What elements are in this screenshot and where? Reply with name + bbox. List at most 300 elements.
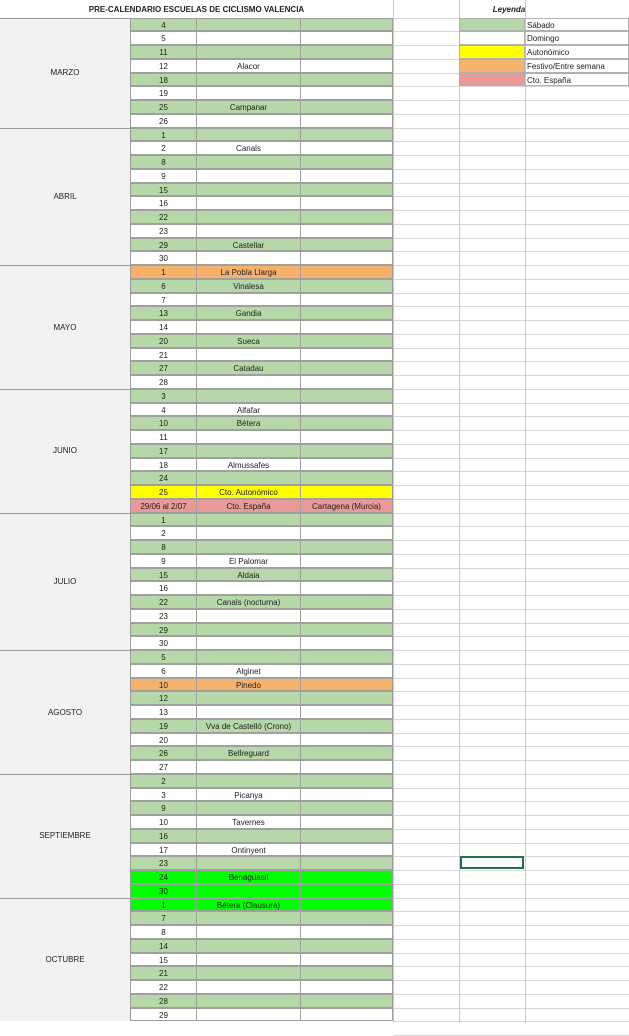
grid-row-line <box>393 994 629 995</box>
event-cell[interactable] <box>197 966 301 980</box>
day-cell[interactable]: 11 <box>131 45 197 59</box>
grid-row-line <box>393 678 629 679</box>
location-cell[interactable] <box>301 595 393 609</box>
month-cell-abril[interactable]: ABRIL <box>0 128 131 266</box>
grid-row-line <box>393 86 629 87</box>
day-cell[interactable]: 29 <box>131 623 197 637</box>
event-cell[interactable] <box>197 623 301 637</box>
grid-row-line <box>393 403 629 404</box>
location-cell[interactable] <box>301 733 393 747</box>
location-cell[interactable] <box>301 678 393 692</box>
day-cell[interactable]: 28 <box>131 375 197 389</box>
month-cell-septiembre[interactable]: SEPTIEMBRE <box>0 774 131 898</box>
month-cell-marzo[interactable]: MARZO <box>0 18 131 128</box>
month-cell-junio[interactable]: JUNIO <box>0 389 131 513</box>
day-cell[interactable]: 12 <box>131 59 197 73</box>
grid-row-line <box>393 664 629 665</box>
location-cell[interactable] <box>301 623 393 637</box>
location-cell[interactable] <box>301 513 393 527</box>
grid-row-line <box>393 801 629 802</box>
day-cell[interactable]: 8 <box>131 540 197 554</box>
grid-row-line <box>393 554 629 555</box>
location-cell[interactable] <box>301 650 393 664</box>
event-cell[interactable] <box>197 389 301 403</box>
grid-row-line <box>393 691 629 692</box>
event-cell[interactable] <box>197 210 301 224</box>
month-cell-mayo[interactable]: MAYO <box>0 265 131 389</box>
event-cell[interactable] <box>197 911 301 925</box>
day-cell[interactable]: 29/06 al 2/07 <box>131 499 197 513</box>
location-cell[interactable] <box>301 856 393 870</box>
event-cell[interactable] <box>197 540 301 554</box>
event-cell[interactable] <box>197 196 301 210</box>
location-cell[interactable] <box>301 801 393 815</box>
location-cell[interactable] <box>301 554 393 568</box>
event-cell[interactable] <box>197 251 301 265</box>
location-cell[interactable] <box>301 251 393 265</box>
grid-row-line <box>393 348 629 349</box>
event-cell[interactable] <box>197 581 301 595</box>
location-cell[interactable] <box>301 829 393 843</box>
selected-cell[interactable] <box>460 856 524 869</box>
event-cell[interactable] <box>197 884 301 898</box>
day-cell[interactable]: 16 <box>131 581 197 595</box>
grid-row-line <box>393 595 629 596</box>
location-cell[interactable] <box>301 293 393 307</box>
location-cell[interactable] <box>301 183 393 197</box>
event-cell[interactable] <box>197 471 301 485</box>
day-cell[interactable]: 14 <box>131 939 197 953</box>
legend-swatch <box>459 31 525 45</box>
location-cell[interactable] <box>301 430 393 444</box>
location-cell[interactable] <box>301 238 393 252</box>
day-cell[interactable]: 27 <box>131 361 197 375</box>
event-cell[interactable] <box>197 526 301 540</box>
location-cell[interactable] <box>301 320 393 334</box>
event-cell[interactable] <box>197 829 301 843</box>
location-cell[interactable] <box>301 100 393 114</box>
event-cell[interactable]: Almussafes <box>197 458 301 472</box>
grid-row-line <box>393 499 629 500</box>
legend-title: Leyenda <box>492 5 526 14</box>
day-cell[interactable]: 29 <box>131 1008 197 1022</box>
location-cell[interactable] <box>301 966 393 980</box>
grid-row-line <box>393 568 629 569</box>
location-cell[interactable] <box>301 31 393 45</box>
location-cell[interactable] <box>301 815 393 829</box>
event-cell[interactable] <box>197 856 301 870</box>
location-cell[interactable] <box>301 86 393 100</box>
day-cell[interactable]: 10 <box>131 678 197 692</box>
day-cell[interactable]: 3 <box>131 788 197 802</box>
grid-row-line <box>393 375 629 376</box>
day-cell[interactable]: 5 <box>131 31 197 45</box>
event-cell[interactable]: Sueca <box>197 334 301 348</box>
location-cell[interactable] <box>301 953 393 967</box>
day-cell[interactable]: 21 <box>131 348 197 362</box>
location-cell[interactable] <box>301 609 393 623</box>
grid-row-line <box>393 719 629 720</box>
day-cell[interactable]: 8 <box>131 155 197 169</box>
grid-row-line <box>393 843 629 844</box>
grid-row-line <box>393 746 629 747</box>
location-cell[interactable] <box>301 664 393 678</box>
day-cell[interactable]: 22 <box>131 595 197 609</box>
grid-row-line <box>393 100 629 101</box>
day-cell[interactable]: 17 <box>131 843 197 857</box>
event-cell[interactable]: Campanar <box>197 100 301 114</box>
event-cell[interactable]: Bétera (Clausura) <box>197 898 301 912</box>
grid-row-line <box>393 196 629 197</box>
day-cell[interactable]: 5 <box>131 650 197 664</box>
day-cell[interactable]: 4 <box>131 18 197 32</box>
location-cell[interactable] <box>301 485 393 499</box>
grid-row-line <box>393 155 629 156</box>
day-cell[interactable]: 23 <box>131 609 197 623</box>
grid-row-line <box>393 361 629 362</box>
day-cell[interactable]: 1 <box>131 513 197 527</box>
day-cell[interactable]: 3 <box>131 389 197 403</box>
location-cell[interactable] <box>301 884 393 898</box>
location-cell[interactable] <box>301 59 393 73</box>
day-cell[interactable]: 23 <box>131 224 197 238</box>
location-cell[interactable] <box>301 348 393 362</box>
location-cell[interactable] <box>301 1008 393 1022</box>
location-cell[interactable]: Cartagena (Murcia) <box>301 499 393 513</box>
event-cell[interactable] <box>197 183 301 197</box>
event-cell[interactable] <box>197 636 301 650</box>
event-cell[interactable] <box>197 73 301 87</box>
day-cell[interactable]: 7 <box>131 911 197 925</box>
event-cell[interactable] <box>197 45 301 59</box>
event-cell[interactable]: Ontinyent <box>197 843 301 857</box>
location-cell[interactable] <box>301 265 393 279</box>
grid-row-line <box>393 416 629 417</box>
event-cell[interactable] <box>197 31 301 45</box>
grid-row-line <box>393 141 629 142</box>
day-cell[interactable]: 13 <box>131 306 197 320</box>
event-cell[interactable] <box>197 774 301 788</box>
grid-row-line <box>393 430 629 431</box>
event-cell[interactable] <box>197 939 301 953</box>
grid-row-line <box>393 265 629 266</box>
day-cell[interactable]: 13 <box>131 705 197 719</box>
location-cell[interactable] <box>301 45 393 59</box>
event-cell[interactable]: Alacor <box>197 59 301 73</box>
grid-row-line <box>393 1021 629 1022</box>
event-cell[interactable] <box>197 18 301 32</box>
location-cell[interactable] <box>301 361 393 375</box>
day-cell[interactable]: 19 <box>131 86 197 100</box>
grid-row-line <box>393 169 629 170</box>
grid-row-line <box>393 513 629 514</box>
grid-row-line <box>393 870 629 871</box>
event-cell[interactable] <box>197 650 301 664</box>
location-cell[interactable] <box>301 636 393 650</box>
location-cell[interactable] <box>301 224 393 238</box>
event-cell[interactable]: Aldaia <box>197 568 301 582</box>
day-cell[interactable]: 26 <box>131 746 197 760</box>
event-cell[interactable] <box>197 980 301 994</box>
location-cell[interactable] <box>301 526 393 540</box>
day-cell[interactable]: 6 <box>131 279 197 293</box>
event-cell[interactable] <box>197 86 301 100</box>
event-cell[interactable] <box>197 224 301 238</box>
event-cell[interactable] <box>197 760 301 774</box>
grid-row-line <box>393 980 629 981</box>
location-cell[interactable] <box>301 788 393 802</box>
day-cell[interactable]: 23 <box>131 856 197 870</box>
location-cell[interactable] <box>301 980 393 994</box>
grid-row-line <box>393 815 629 816</box>
day-cell[interactable]: 17 <box>131 444 197 458</box>
event-cell[interactable] <box>197 733 301 747</box>
event-cell[interactable]: Castellar <box>197 238 301 252</box>
event-cell[interactable]: Alfafar <box>197 403 301 417</box>
grid-row-line <box>393 114 629 115</box>
month-cell-julio[interactable]: JULIO <box>0 513 131 651</box>
grid-column-line <box>459 0 460 1023</box>
day-cell[interactable]: 22 <box>131 210 197 224</box>
location-cell[interactable] <box>301 898 393 912</box>
event-cell[interactable] <box>197 169 301 183</box>
location-cell[interactable] <box>301 994 393 1008</box>
event-cell[interactable] <box>197 128 301 142</box>
event-cell[interactable]: Picanya <box>197 788 301 802</box>
day-cell[interactable]: 2 <box>131 774 197 788</box>
day-cell[interactable]: 2 <box>131 526 197 540</box>
grid-row-line <box>393 224 629 225</box>
event-cell[interactable]: Tavernes <box>197 815 301 829</box>
day-cell[interactable]: 7 <box>131 293 197 307</box>
day-cell[interactable]: 25 <box>131 100 197 114</box>
event-cell[interactable]: Cto. Autonómico <box>197 485 301 499</box>
location-cell[interactable] <box>301 306 393 320</box>
event-cell[interactable]: Alginet <box>197 664 301 678</box>
event-cell[interactable] <box>197 444 301 458</box>
day-cell[interactable]: 24 <box>131 471 197 485</box>
day-cell[interactable]: 20 <box>131 733 197 747</box>
event-cell[interactable] <box>197 293 301 307</box>
grid-row-line <box>393 293 629 294</box>
day-cell[interactable]: 24 <box>131 870 197 884</box>
event-cell[interactable]: Gandia <box>197 306 301 320</box>
month-cell-octubre[interactable]: OCTUBRE <box>0 898 131 1022</box>
event-cell[interactable]: Canals <box>197 141 301 155</box>
location-cell[interactable] <box>301 169 393 183</box>
day-cell[interactable]: 22 <box>131 980 197 994</box>
legend-swatch <box>459 45 525 59</box>
location-cell[interactable] <box>301 444 393 458</box>
event-cell[interactable]: Benaguasil <box>197 870 301 884</box>
event-cell[interactable]: Vinalesa <box>197 279 301 293</box>
event-cell[interactable]: El Palomar <box>197 554 301 568</box>
event-cell[interactable] <box>197 1008 301 1022</box>
grid-column-line <box>525 0 526 1023</box>
location-cell[interactable] <box>301 141 393 155</box>
grid-row-line <box>393 760 629 761</box>
event-cell[interactable] <box>197 609 301 623</box>
day-cell[interactable]: 16 <box>131 196 197 210</box>
day-cell[interactable]: 18 <box>131 73 197 87</box>
grid-column-line <box>393 0 394 1023</box>
event-cell[interactable] <box>197 691 301 705</box>
location-cell[interactable] <box>301 471 393 485</box>
day-cell[interactable]: 15 <box>131 183 197 197</box>
grid-row-line <box>393 609 629 610</box>
event-cell[interactable] <box>197 114 301 128</box>
location-cell[interactable] <box>301 128 393 142</box>
event-cell[interactable]: Vva de Castelló (Crono) <box>197 719 301 733</box>
location-cell[interactable] <box>301 719 393 733</box>
grid-row-line <box>393 458 629 459</box>
day-cell[interactable]: 11 <box>131 430 197 444</box>
sheet-title: PRE-CALENDARIO ESCUELAS DE CICLISMO VALENCIA <box>88 5 305 14</box>
location-cell[interactable] <box>301 334 393 348</box>
day-cell[interactable]: 29 <box>131 238 197 252</box>
event-cell[interactable]: Canals (nocturna) <box>197 595 301 609</box>
event-cell[interactable] <box>197 513 301 527</box>
location-cell[interactable] <box>301 760 393 774</box>
location-cell[interactable] <box>301 925 393 939</box>
event-cell[interactable] <box>197 801 301 815</box>
grid-row-line <box>393 636 629 637</box>
event-cell[interactable] <box>197 155 301 169</box>
grid-row-line <box>393 650 629 651</box>
location-cell[interactable] <box>301 774 393 788</box>
legend-swatch <box>459 59 525 73</box>
location-cell[interactable] <box>301 375 393 389</box>
grid-row-line <box>393 898 629 899</box>
event-cell[interactable] <box>197 320 301 334</box>
location-cell[interactable] <box>301 581 393 595</box>
event-cell[interactable]: Pinedo <box>197 678 301 692</box>
event-cell[interactable]: Catadau <box>197 361 301 375</box>
event-cell[interactable] <box>197 375 301 389</box>
location-cell[interactable] <box>301 705 393 719</box>
day-cell[interactable]: 16 <box>131 829 197 843</box>
grid-row-line <box>393 911 629 912</box>
grid-row-line <box>393 623 629 624</box>
grid-row-line <box>393 925 629 926</box>
grid-row-line <box>393 1008 629 1009</box>
day-cell[interactable]: 27 <box>131 760 197 774</box>
grid-row-line <box>393 444 629 445</box>
day-cell[interactable]: 30 <box>131 251 197 265</box>
month-cell-agosto[interactable]: AGOSTO <box>0 650 131 774</box>
grid-row-line <box>393 829 629 830</box>
location-cell[interactable] <box>301 114 393 128</box>
day-cell[interactable]: 6 <box>131 664 197 678</box>
location-cell[interactable] <box>301 540 393 554</box>
grid-row-line <box>393 939 629 940</box>
grid-row-line <box>393 485 629 486</box>
location-cell[interactable] <box>301 18 393 32</box>
day-cell[interactable]: 12 <box>131 691 197 705</box>
grid-row-line <box>393 884 629 885</box>
day-cell[interactable]: 9 <box>131 554 197 568</box>
location-cell[interactable] <box>301 568 393 582</box>
legend-label: Autonómico <box>525 45 629 59</box>
grid-row-line <box>393 389 629 390</box>
event-cell[interactable] <box>197 430 301 444</box>
event-cell[interactable]: Cto. España <box>197 499 301 513</box>
grid-row-line <box>393 334 629 335</box>
location-cell[interactable] <box>301 746 393 760</box>
day-cell[interactable]: 28 <box>131 994 197 1008</box>
location-cell[interactable] <box>301 403 393 417</box>
grid-row-line <box>393 953 629 954</box>
day-cell[interactable]: 30 <box>131 636 197 650</box>
day-cell[interactable]: 19 <box>131 719 197 733</box>
location-cell[interactable] <box>301 911 393 925</box>
day-cell[interactable]: 10 <box>131 416 197 430</box>
day-cell[interactable]: 30 <box>131 884 197 898</box>
event-cell[interactable] <box>197 348 301 362</box>
day-cell[interactable]: 21 <box>131 966 197 980</box>
location-cell[interactable] <box>301 279 393 293</box>
day-cell[interactable]: 4 <box>131 403 197 417</box>
location-cell[interactable] <box>301 210 393 224</box>
event-cell[interactable] <box>197 994 301 1008</box>
day-cell[interactable]: 10 <box>131 815 197 829</box>
legend-swatch <box>459 73 525 87</box>
grid-row-line <box>393 279 629 280</box>
event-cell[interactable]: La Pobla Llarga <box>197 265 301 279</box>
grid-row-line <box>393 705 629 706</box>
grid-row-line <box>393 320 629 321</box>
grid-row-line <box>393 733 629 734</box>
location-cell[interactable] <box>301 458 393 472</box>
day-cell[interactable]: 14 <box>131 320 197 334</box>
location-cell[interactable] <box>301 870 393 884</box>
grid-row-line <box>393 788 629 789</box>
location-cell[interactable] <box>301 196 393 210</box>
day-cell[interactable]: 15 <box>131 953 197 967</box>
legend-label: Festivo/Entre semana <box>525 59 629 73</box>
location-cell[interactable] <box>301 155 393 169</box>
day-cell[interactable]: 1 <box>131 265 197 279</box>
day-cell[interactable]: 15 <box>131 568 197 582</box>
grid-row-line <box>393 183 629 184</box>
event-cell[interactable] <box>197 705 301 719</box>
grid-row-line <box>393 210 629 211</box>
day-cell[interactable]: 9 <box>131 801 197 815</box>
event-cell[interactable]: Bétera <box>197 416 301 430</box>
legend-label: Cto. España <box>525 73 629 87</box>
location-cell[interactable] <box>301 389 393 403</box>
event-cell[interactable] <box>197 953 301 967</box>
day-cell[interactable]: 26 <box>131 114 197 128</box>
event-cell[interactable]: Bellreguard <box>197 746 301 760</box>
day-cell[interactable]: 20 <box>131 334 197 348</box>
day-cell[interactable]: 1 <box>131 128 197 142</box>
day-cell[interactable]: 1 <box>131 898 197 912</box>
day-cell[interactable]: 25 <box>131 485 197 499</box>
day-cell[interactable]: 9 <box>131 169 197 183</box>
event-cell[interactable] <box>197 925 301 939</box>
location-cell[interactable] <box>301 416 393 430</box>
day-cell[interactable]: 18 <box>131 458 197 472</box>
location-cell[interactable] <box>301 939 393 953</box>
grid-row-line <box>393 306 629 307</box>
legend-label: Domingo <box>525 31 629 45</box>
day-cell[interactable]: 8 <box>131 925 197 939</box>
day-cell[interactable]: 2 <box>131 141 197 155</box>
location-cell[interactable] <box>301 843 393 857</box>
location-cell[interactable] <box>301 73 393 87</box>
location-cell[interactable] <box>301 691 393 705</box>
